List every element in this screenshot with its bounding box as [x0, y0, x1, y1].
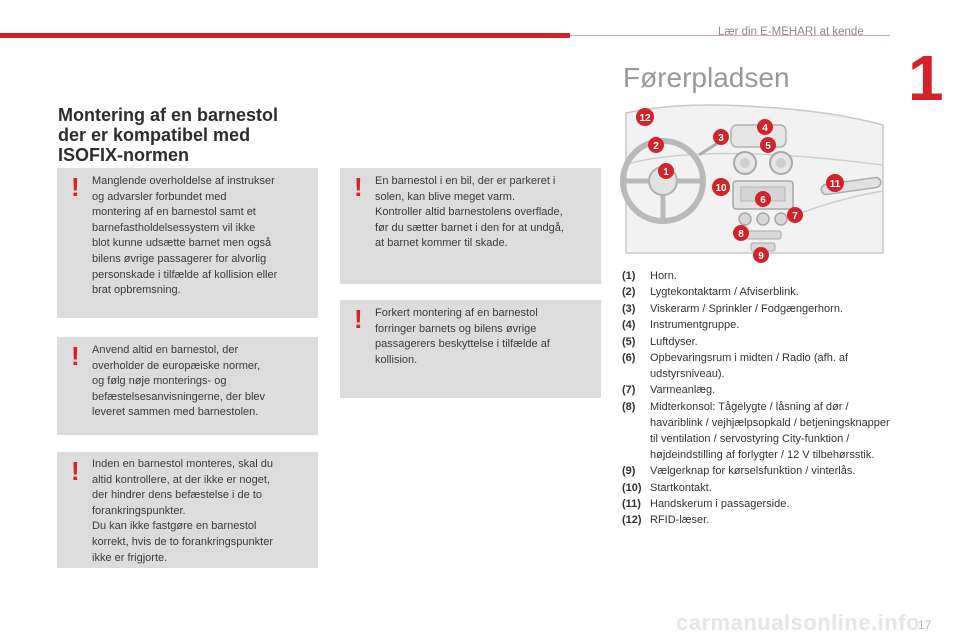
- warning-icon: !: [354, 304, 363, 334]
- header-title: Lær din E-MEHARI at kende: [718, 26, 864, 38]
- warning-text: En barnestol i en bil, der er parkeret i solen, kan blive meget varm. Kontroller altid barnestolens overflade, før du sætter barnet i den for at undgå, at barnet kommer til skade.: [375, 175, 564, 250]
- callout-11: 11: [829, 179, 841, 190]
- callout-2: 2: [653, 141, 659, 152]
- callout-6: 6: [760, 195, 766, 206]
- callout-8: 8: [738, 229, 744, 240]
- watermark: carmanualsonline.info: [676, 610, 920, 635]
- callout-10: 10: [715, 183, 727, 194]
- section-title-isofix: Montering af en barnestol der er kompatibel med ISOFIX-normen: [58, 105, 279, 165]
- warning-text: Manglende overholdelse af instrukser og advarsler forbundet med montering af en barnestol samt et barnefastholdelsessystem vil ikke blot kunne udsætte barnet men også bilens øvrige passagerer for alvorlig personskade i tilfælde af kollision eller brat opbremsning.: [92, 175, 278, 297]
- section-title-driver-area: Førerpladsen: [623, 62, 790, 93]
- legend-item: (3) Viskerarm / Sprinkler / Fodgængerhorn.: [622, 302, 843, 315]
- legend-item: (12) RFID-læser.: [622, 514, 710, 527]
- warning-box: [340, 168, 601, 284]
- legend-item: (11) Handskerum i passagerside.: [622, 497, 790, 510]
- warning-text: Inden en barnestol monteres, skal du altid kontrollere, at der ikke er noget, der hindrer dens befæstelse i de to forankringspunkter. Du kan ikke fastgøre en barnestol korrekt, hvis de to forankringspunkter ikke er frigjorte.: [92, 458, 274, 564]
- warning-box: [57, 452, 318, 568]
- header-red-bar: [0, 33, 570, 38]
- legend-item: (8) Midterkonsol: Tågelygte / låsning af dør / havariblink / vejhjælpsopkald / betjeningsknapper til ventilation / servostyring City-funktion / højdeindstilling af forlygter / 12 V tilbehørsstik.: [622, 400, 890, 461]
- warning-text: Forkert montering af en barnestol forringer barnets og bilens øvrige passagerers beskyttelse i tilfælde af kollision.: [375, 307, 550, 366]
- legend-item: (1) Horn.: [622, 270, 677, 282]
- warning-text: Anvend altid en barnestol, der overholder de europæiske normer, og følg nøje monterings- og befæstelsesanvisningerne, der blev leveret sammen med barnestolen.: [92, 344, 266, 419]
- warning-icon: !: [71, 341, 80, 371]
- legend-item: (6) Opbevaringsrum i midten / Radio (afh. af udstyrsniveau).: [622, 351, 849, 380]
- callout-12: 12: [639, 113, 651, 124]
- warning-box: [57, 168, 318, 318]
- warning-icon: !: [71, 172, 80, 202]
- legend-item: (7) Varmeanlæg.: [622, 384, 716, 397]
- chapter-number: 1: [908, 42, 944, 114]
- warning-box: [340, 300, 601, 398]
- callout-4: 4: [762, 123, 768, 134]
- callout-9: 9: [758, 251, 764, 262]
- page-number: 17: [918, 618, 932, 632]
- legend-item: (2) Lygtekontaktarm / Afviserblink.: [622, 286, 799, 299]
- legend-item: (4) Instrumentgruppe.: [622, 319, 740, 332]
- warning-icon: !: [71, 456, 80, 486]
- legend-list: [622, 268, 892, 529]
- legend-item: (5) Luftdyser.: [622, 335, 698, 348]
- warning-icon: !: [354, 172, 363, 202]
- legend-item: (10) Startkontakt.: [622, 481, 712, 494]
- callout-5: 5: [765, 141, 771, 152]
- dashboard-diagram: [621, 103, 886, 262]
- legend-item: (9) Vælgerknap for kørselsfunktion / vinterlås.: [622, 465, 856, 478]
- callout-1: 1: [663, 167, 669, 178]
- warning-box: [57, 337, 318, 435]
- callout-3: 3: [718, 133, 724, 144]
- callout-7: 7: [792, 211, 798, 222]
